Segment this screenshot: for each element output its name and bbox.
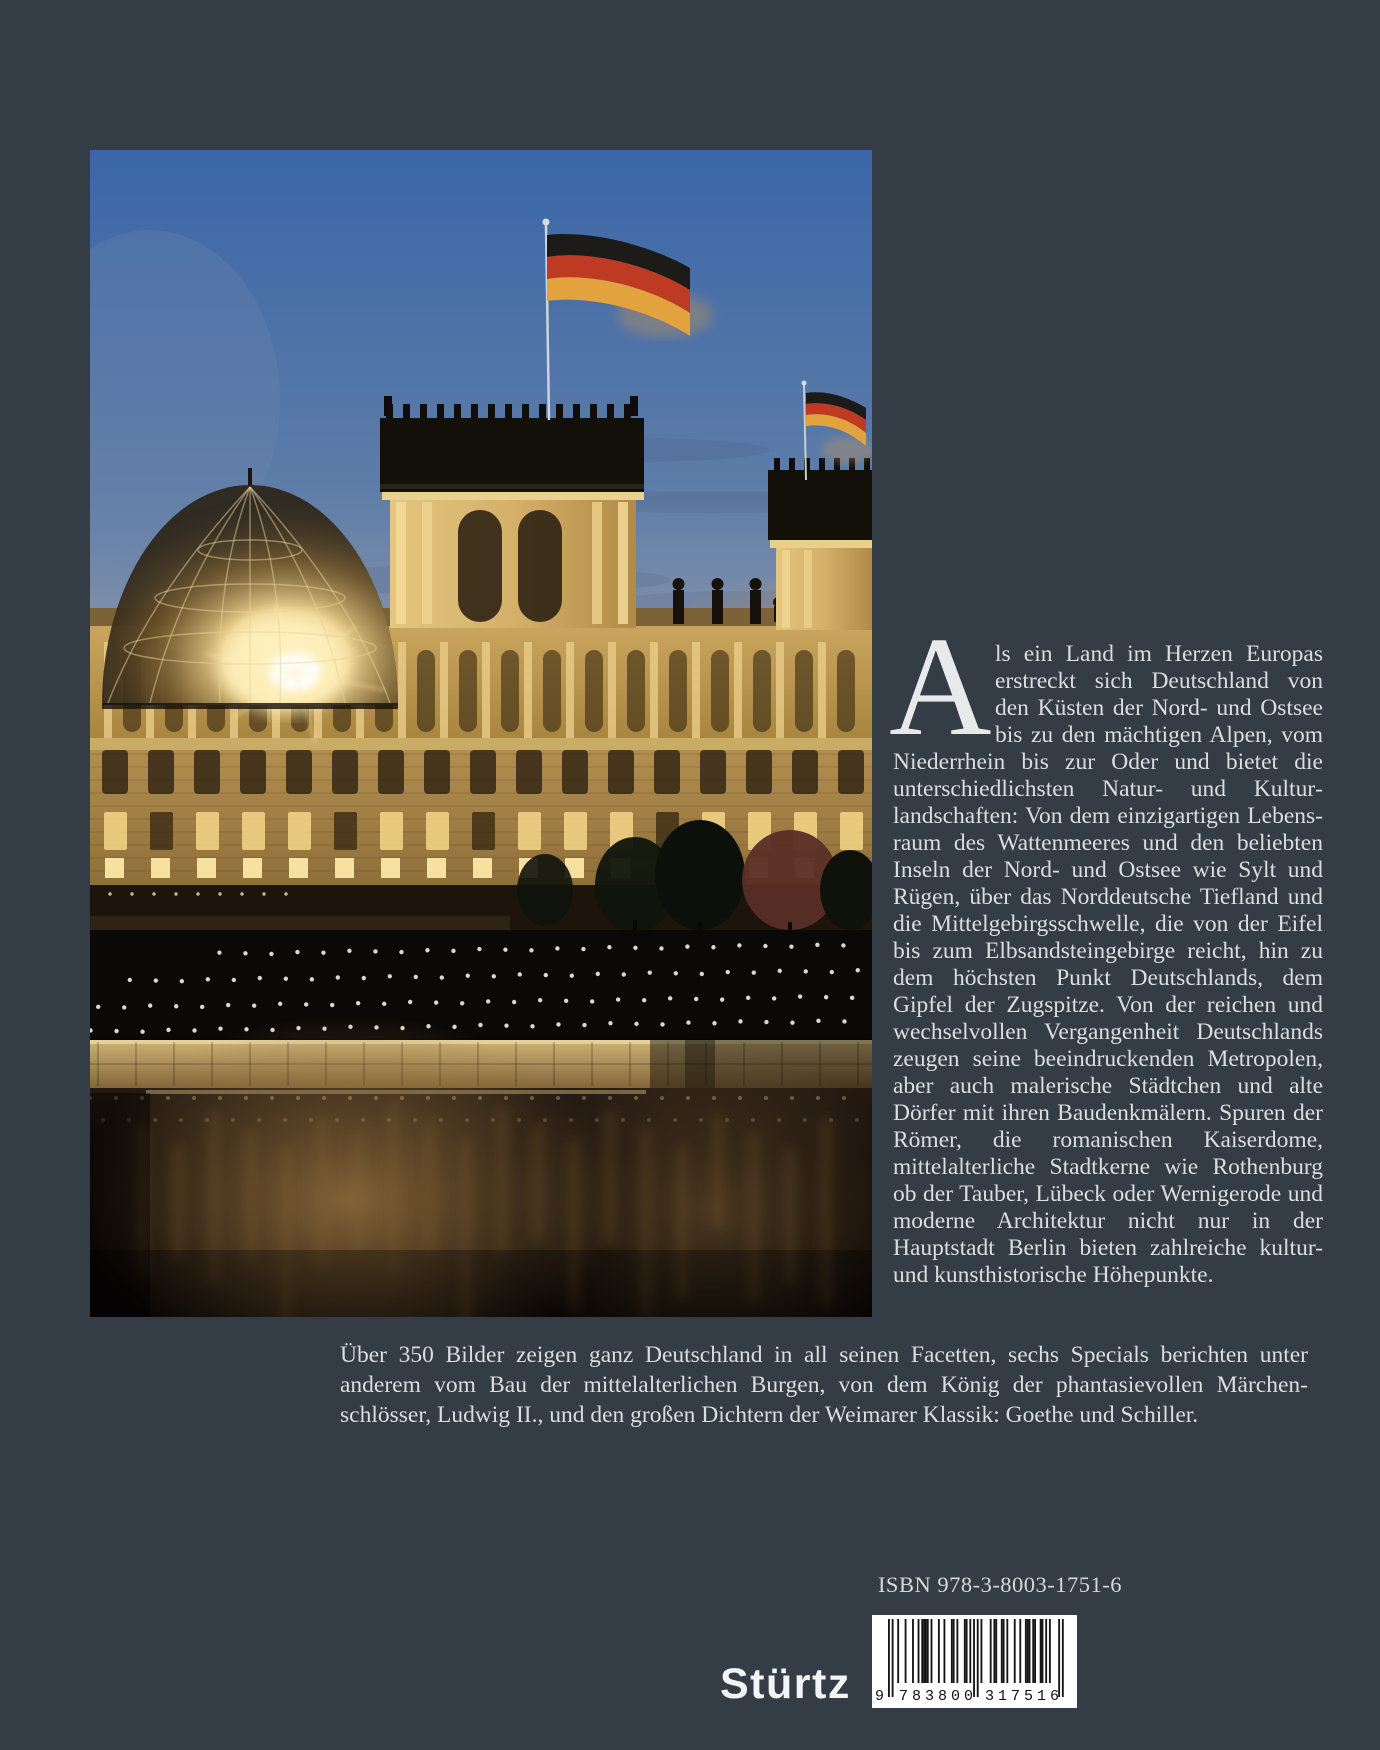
publisher-logo: Stürtz [720,1660,851,1708]
barcode-lead-digit: 9 [875,1688,885,1705]
footer-blurb: Über 350 Bilder zeigen ganz Deutschland in all seinen Facetten, sechs Specials berichten unter anderem vom Bau der mittelalterlichen Burgen, von dem König der phantasievollen Märchenschlösser, Ludwig II., und den großen Dichtern der Weimarer Klassik: Goethe und Schiller. [340,1342,1308,1428]
isbn-text: ISBN 978-3-8003-1751-6 [877,1572,1123,1597]
main-tower [380,396,644,628]
reichstag-photo [90,150,872,1317]
terrace-steps [90,930,872,1040]
right-tower [768,458,872,630]
isbn-barcode [872,1615,1077,1708]
river-reflection [90,1015,872,1317]
blurb-text: ls ein Land im Herzen Europas erstreckt sich Deutschland von den Küsten der Nord- und Ostsee bis zu den mächtigen Alpen, vom Niederrhein bis zur Oder und bietet die unterschiedlichsten Natur- und Kulturlandschaften: Von dem einzigartigen Lebensraum des Wattenmeeres und den beliebten Inseln der Nord- und Ostsee wie Sylt und Rügen, über das Norddeutsche Tiefland und die Mittelgebirgsschwelle, die von der Eifel bis zum Elbsandsteingebirge reicht, hin zu dem höchsten Punkt Deutschlands, dem Gipfel der Zugspitze. Von der reichen und wechselvollen Vergangenheit Deutschlands zeugen seine beeindruckenden Metropolen, aber auch malerische Städtchen und alte Dörfer mit ihren Baudenkmälern. Spuren der Römer, die romanischen Kaiserdome, mittelalterliche Stadtkerne wie Rothenburg ob der Tauber, Lübeck oder Wernigerode und moderne Architektur nicht nur in der Hauptstadt Berlin bieten zahlreiche kultur- und kunsthistorische Höhepunkte. [893,641,1323,1288]
barcode-left-digits: 783800 [899,1688,978,1705]
barcode-right-digits: 317516 [985,1688,1064,1705]
reichstag-scene [90,150,872,1317]
drop-cap: A [889,607,992,765]
back-cover-blurb [889,607,1323,1289]
